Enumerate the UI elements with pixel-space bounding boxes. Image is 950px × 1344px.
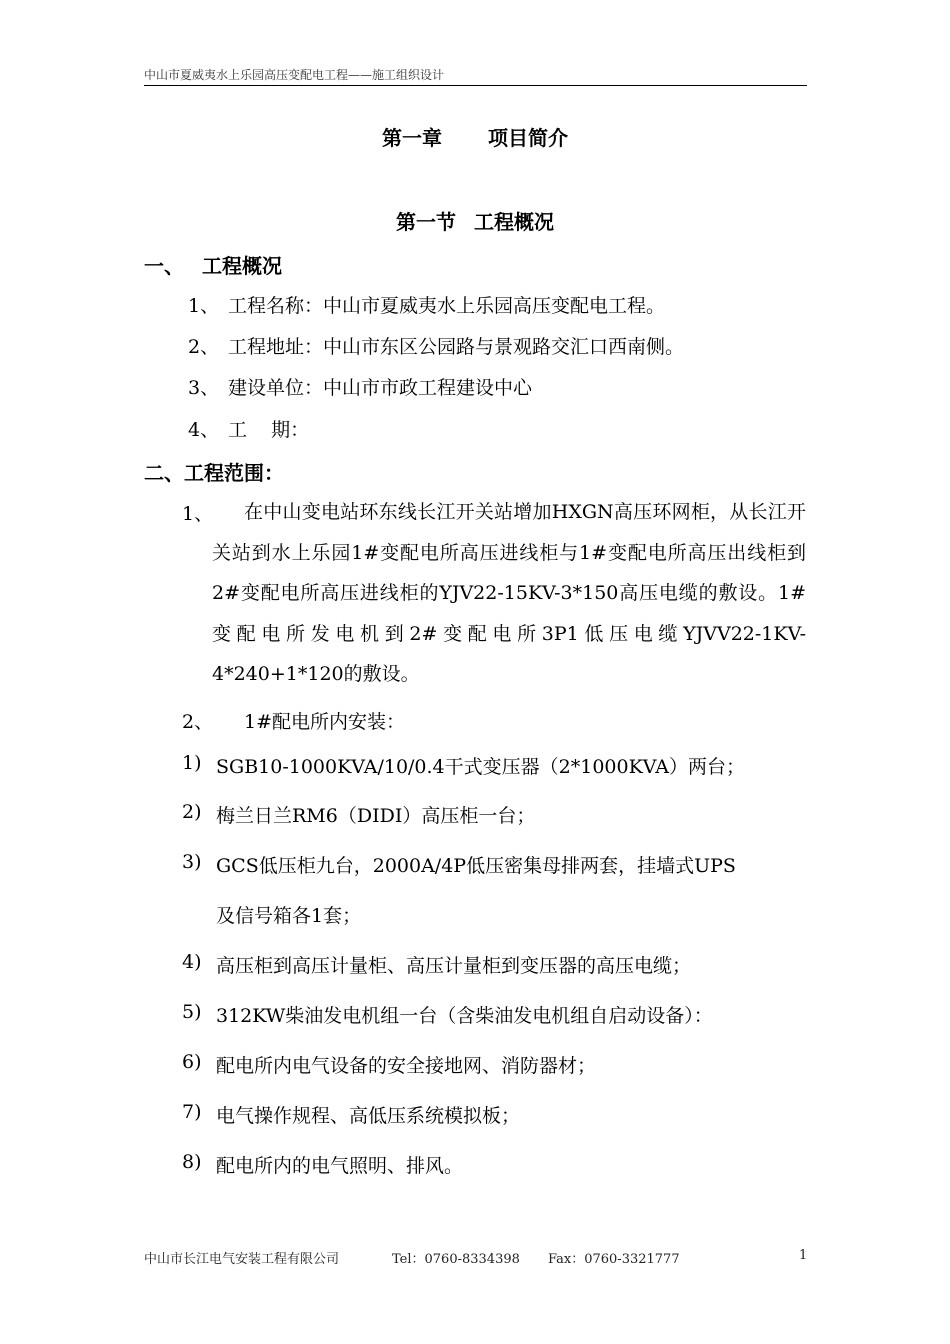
part1-item-text: 工程名称：中山市夏威夷水上乐园高压变配电工程。 [228, 295, 666, 317]
sub-item-num: 4) [182, 951, 202, 973]
sub-item-num: 1) [182, 752, 202, 774]
sub-item-text: SGB10-1000KVA/10/0.4干式变压器（2*1000KVA）两台； [216, 756, 745, 778]
sub-item-text: GCS低压柜九台，2000A/4P低压密集母排两套，挂墙式UPS [216, 855, 736, 877]
part1-item-text: 建设单位：中山市市政工程建设中心 [228, 377, 533, 399]
footer-company: 中山市长江电气安装工程有限公司 [144, 1252, 340, 1267]
part1-item-num: 4、 [188, 419, 220, 441]
part2-title: 二、工程范围： [144, 461, 284, 485]
page-number: 1 [799, 1248, 808, 1263]
footer-fax: Fax：0760-3321777 [548, 1252, 680, 1267]
sub-item-text: 高压柜到高压计量柜、高压计量柜到变压器的高压电缆； [216, 955, 692, 977]
chapter-title [0, 122, 950, 151]
sub-item-text: 配电所内电气设备的安全接地网、消防器材； [216, 1055, 597, 1077]
part2-item2-text: 1#配电所内安装： [244, 711, 406, 733]
sub-item-text: 梅兰日兰RM6（DIDI）高压柜一台； [216, 805, 536, 827]
sub-item-num: 8) [182, 1151, 202, 1173]
part2-item1-text: 在中山变电站环东线长江开关站增加HXGN高压环网柜，从长江开关站到水上乐园1#变配电所高压进线柜与1#变配电所高压出线柜到2#变配电所高压进线柜的YJV22-15KV-3*150高压电缆的敷设。1#变配电所发电机到2#变配电所3P1低压电缆YJVV22-1KV-4*240+1*120的敷设。 [212, 501, 806, 685]
running-header: 中山市夏威夷水上乐园高压变配电工程——施工组织设计 [144, 68, 445, 82]
chapter-number: 第一章 [382, 126, 442, 150]
sub-item-num: 6) [182, 1051, 202, 1073]
part1-item-text: 工程地址：中山市东区公园路与景观路交汇口西南侧。 [228, 336, 685, 358]
sub-item-num: 5) [182, 1001, 202, 1023]
part1-item-num: 1、 [188, 295, 220, 317]
part2-item-num: 2、 [182, 711, 214, 733]
chapter-name: 项目简介 [488, 126, 568, 150]
part1-marker: 一、 [144, 254, 184, 278]
header-rule [144, 85, 807, 86]
section-number: 第一节 [396, 210, 456, 234]
sub-item-continuation: 及信号箱各1套； [216, 905, 362, 927]
part1-item-text: 工 期： [228, 419, 310, 441]
part1-item-num: 2、 [188, 336, 220, 358]
part2-item-num: 1、 [182, 503, 214, 525]
sub-item-text: 配电所内的电气照明、排风。 [216, 1155, 464, 1177]
part1-title: 工程概况 [202, 254, 282, 278]
sub-item-text: 电气操作规程、高低压系统模拟板； [216, 1105, 521, 1127]
sub-item-text: 312KW柴油发电机组一台（含柴油发电机组自启动设备）： [216, 1005, 713, 1027]
part1-item-num: 3、 [188, 377, 220, 399]
section-title [0, 206, 950, 235]
footer-tel: Tel：0760-8334398 [392, 1252, 520, 1267]
sub-item-num: 3) [182, 851, 202, 873]
section-name: 工程概况 [474, 210, 554, 234]
sub-item-num: 7) [182, 1101, 202, 1123]
sub-item-num: 2) [182, 801, 202, 823]
